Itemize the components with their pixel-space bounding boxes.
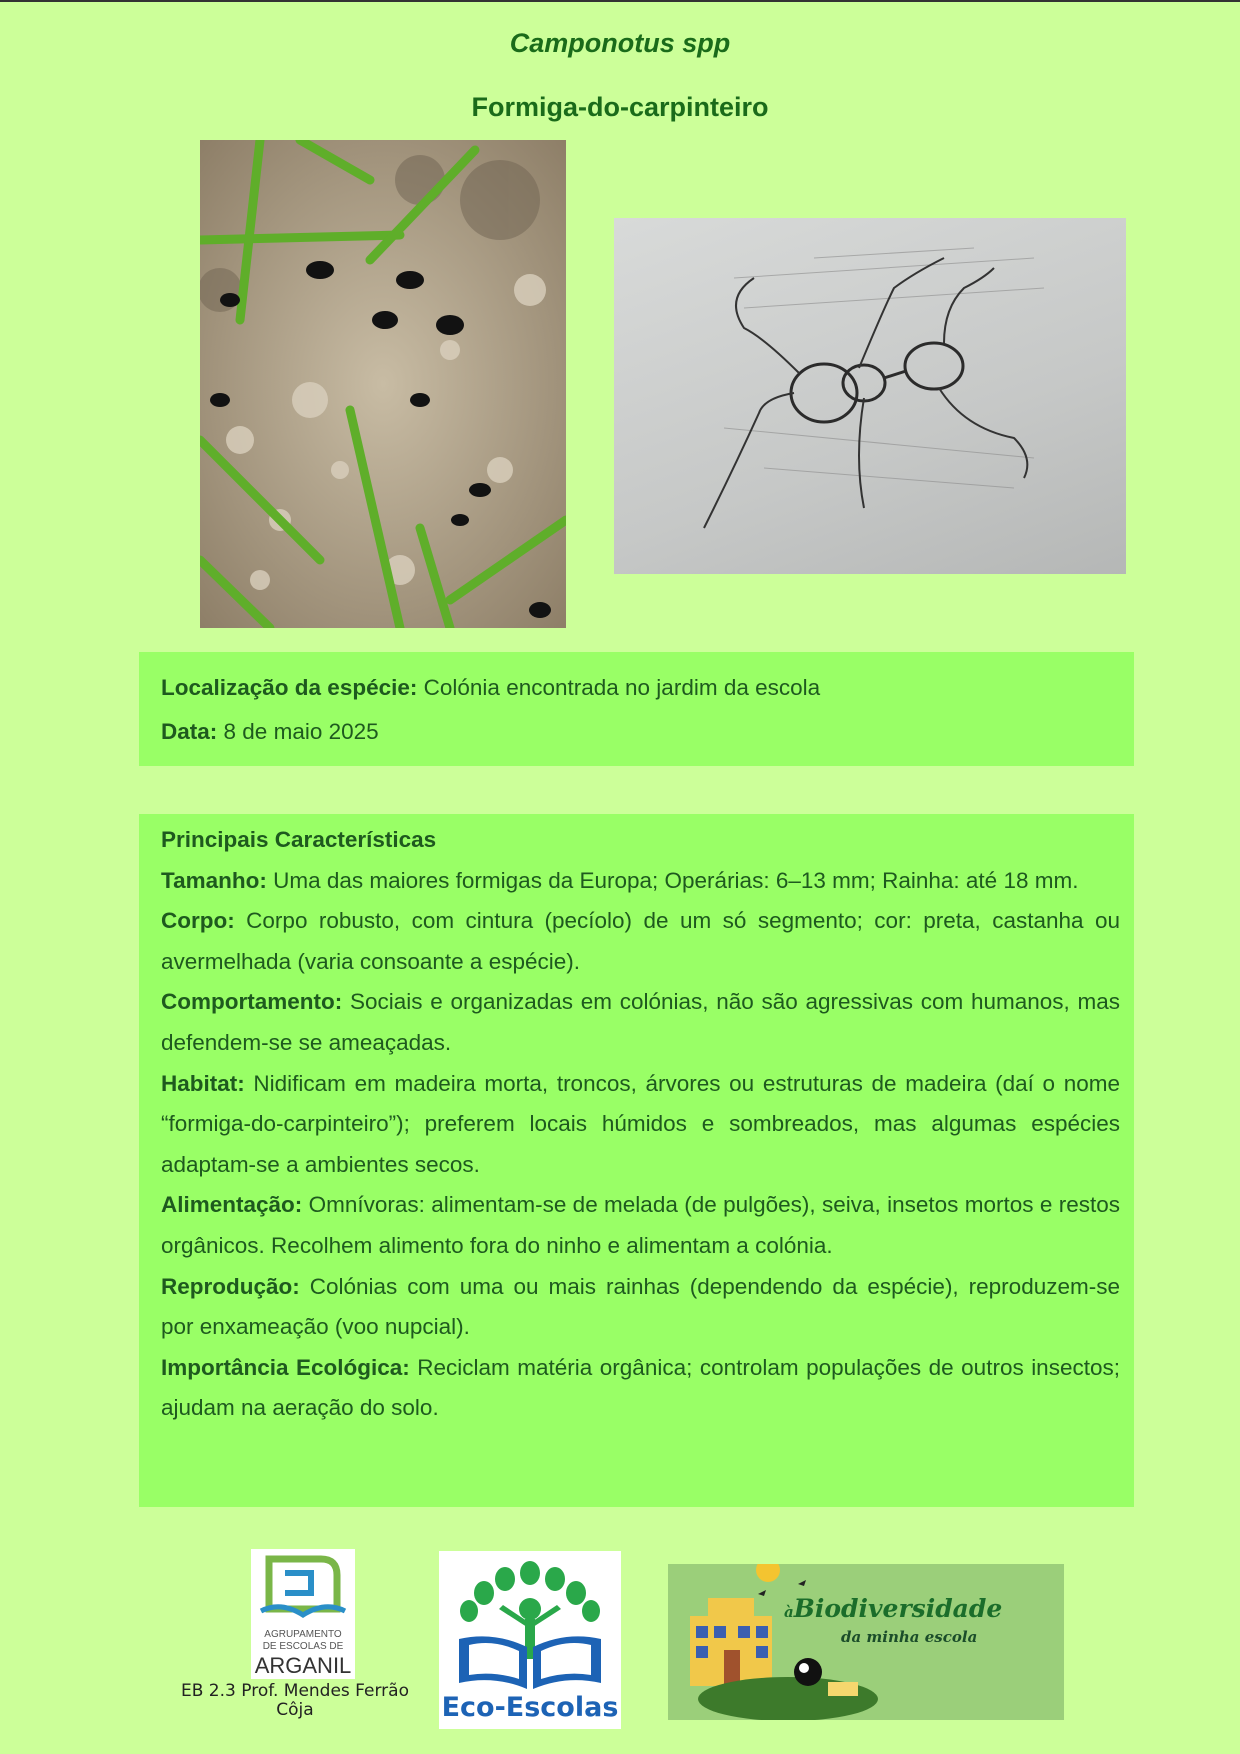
date-label: Data: bbox=[161, 719, 218, 744]
characteristic-label: Corpo: bbox=[161, 908, 235, 934]
characteristic-text: Colónias com uma ou mais rainhas (dependendo da espécie), reproduzem-se por enxameação (voo nupcial). bbox=[161, 1273, 1120, 1340]
characteristic-item bbox=[161, 861, 1120, 902]
school-name bbox=[150, 1682, 440, 1720]
characteristic-label: Tamanho: bbox=[161, 867, 267, 893]
school-logo-line2: DE ESCOLAS DE bbox=[262, 1641, 344, 1652]
characteristic-label: Comportamento: bbox=[161, 989, 343, 1015]
eco-tree-book-icon bbox=[439, 1551, 621, 1691]
ant-colony-photo bbox=[200, 140, 566, 628]
common-name: Formiga-do-carpinteiro bbox=[471, 92, 769, 122]
characteristic-label: Habitat: bbox=[161, 1070, 245, 1096]
biodiversity-subtitle: da minha escola bbox=[841, 1628, 978, 1646]
characteristic-item bbox=[161, 1185, 1120, 1266]
biodiversity-prefix: à bbox=[784, 1603, 794, 1621]
characteristic-text: Uma das maiores formigas da Europa; Operárias: 6–13 mm; Rainha: até 18 mm. bbox=[273, 867, 1079, 893]
characteristic-item bbox=[161, 1064, 1120, 1186]
school-logo-line1: AGRUPAMENTO bbox=[264, 1629, 342, 1640]
characteristic-text: Nidificam em madeira morta, troncos, árvores ou estruturas de madeira (daí o nome “formiga-do-carpinteiro”); preferem locais húmidos e sombreados, mas algumas espécies adaptam-se a ambientes secos. bbox=[161, 1070, 1120, 1177]
biodiversity-word: Biodiversidade bbox=[793, 1594, 1003, 1623]
characteristic-item bbox=[161, 901, 1120, 982]
top-border bbox=[0, 0, 1240, 2]
scientific-name: Camponotus spp bbox=[509, 28, 731, 58]
characteristic-item bbox=[161, 1348, 1120, 1429]
school-group-logo bbox=[251, 1549, 355, 1679]
eco-escolas-text: Eco-Escolas bbox=[441, 1692, 619, 1723]
ant-drawing bbox=[614, 218, 1126, 574]
date-line bbox=[161, 710, 1112, 754]
date-value: 8 de maio 2025 bbox=[223, 719, 379, 744]
biodiversity-logo bbox=[668, 1564, 1064, 1720]
location-line bbox=[161, 666, 1112, 710]
eco-escolas-logo bbox=[439, 1551, 621, 1729]
characteristic-item bbox=[161, 1267, 1120, 1348]
characteristic-text: Reciclam matéria orgânica; controlam populações de outros insectos; ajudam na aeração do solo. bbox=[161, 1354, 1120, 1421]
location-label: Localização da espécie: bbox=[161, 675, 418, 700]
characteristic-label: Reprodução: bbox=[161, 1273, 300, 1299]
school-logo-line3: ARGANIL bbox=[254, 1653, 352, 1678]
characteristics-box bbox=[139, 814, 1134, 1507]
characteristic-text: Omnívoras: alimentam-se de melada (de pulgões), seiva, insetos mortos e restos orgânicos. Recolhem alimento fora do ninho e alimentam a colónia. bbox=[161, 1192, 1120, 1258]
characteristic-text: Corpo robusto, com cintura (pecíolo) de um só segmento; cor: preta, castanha ou avermelhada (varia consoante a espécie). bbox=[161, 908, 1120, 974]
school-name-line2: Côja bbox=[276, 1700, 314, 1720]
biodiversity-title bbox=[784, 1594, 1002, 1623]
location-value: Colónia encontrada no jardim da escola bbox=[423, 675, 821, 700]
characteristic-text: Sociais e organizadas em colónias, não são agressivas com humanos, mas defendem-se se ameaçadas. bbox=[161, 989, 1120, 1055]
characteristic-label: Alimentação: bbox=[161, 1192, 303, 1218]
characteristics-heading: Principais Características bbox=[161, 827, 437, 852]
school-name-line1: EB 2.3 Prof. Mendes Ferrão bbox=[181, 1681, 409, 1701]
observation-info-box bbox=[139, 652, 1134, 766]
characteristic-label: Importância Ecológica: bbox=[161, 1354, 410, 1380]
characteristic-item bbox=[161, 982, 1120, 1063]
school-group-emblem-icon bbox=[251, 1549, 355, 1627]
